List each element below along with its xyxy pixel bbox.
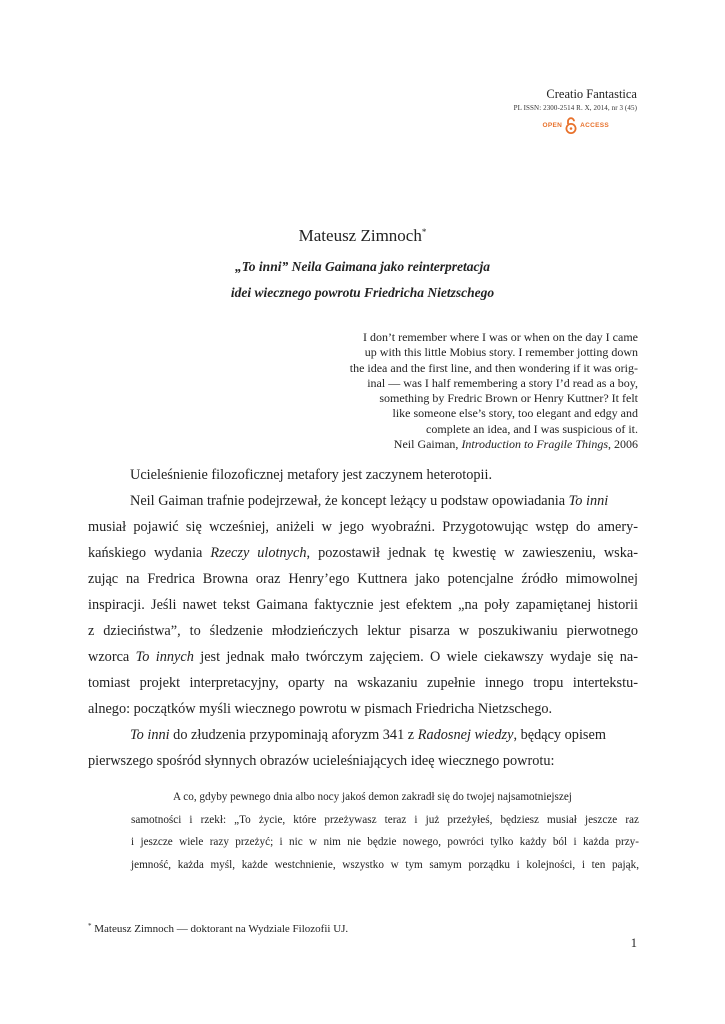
body-line: zując na Fredrica Browna oraz Henry’ego Kuttnera jako potencjalne źródło mimowolnej — [88, 571, 638, 587]
epigraph-line: something by Fredric Brown or Henry Kuttner? It felt — [379, 391, 638, 406]
body-line: kańskiego wydania Rzeczy ulotnych, pozostawił jednak tę kwestię w zawieszeniu, wska- — [88, 545, 638, 561]
block-quote — [131, 786, 639, 876]
epigraph-source — [308, 437, 638, 452]
journal-title: Creatio Fantastica — [546, 87, 637, 101]
journal-header — [377, 86, 637, 134]
open-access-logo — [377, 117, 637, 134]
author-name — [0, 226, 725, 246]
epigraph-line: I don’t remember where I was or when on the day I came — [362, 330, 638, 344]
quote-line: A co, gdyby pewnego dnia albo nocy jakoś demon zakradł się do twojej najsamotniejszej — [173, 791, 572, 803]
quote-line: i jeszcze wiele razy przeżyć; i nic w nim nie będzie nowego, powróci tylko każdy ból i każda przy- — [131, 836, 639, 848]
body-paragraph-2 — [88, 488, 638, 722]
author-name-text: Mateusz Zimnoch — [298, 226, 422, 245]
epigraph-source-title: Introduction to Fragile Things — [461, 437, 608, 452]
epigraph — [308, 330, 638, 452]
body-paragraph-3 — [88, 722, 638, 774]
body-line: tomiast projekt interpretacyjny, oparty na wskazaniu zupełnie innego tropu intertekstu- — [88, 675, 638, 691]
article-title-line-1: „To inni” Neila Gaimana jako reinterpretacja — [235, 259, 490, 274]
open-access-left-text: OPEN — [542, 122, 563, 129]
body-line: musiał pojawić się wcześniej, aniżeli w jego wyobraźni. Przygotowując wstęp do amery- — [88, 519, 638, 535]
epigraph-line: the idea and the first line, and then wondering if it was orig- — [349, 360, 638, 375]
body-line: inspiracji. Jeśli nawet tekst Gaimana faktycznie jest efektem „na poły zapamiętanej historii — [88, 597, 638, 613]
open-access-right-text: ACCESS — [580, 122, 609, 129]
epigraph-line: up with this little Mobius story. I remember jotting down — [364, 345, 638, 360]
quote-line: jemność, każda myśl, każde westchnienie, wszystko w tym samym porządku i kolejności, i ten pająk, — [131, 858, 639, 871]
body-line: Neil Gaiman trafnie podejrzewał, że koncept leżący u podstaw opowiadania To inni — [130, 493, 609, 509]
body-line: pierwszego spośród słynnych obrazów ucieleśniających ideę wiecznego powrotu: — [88, 753, 555, 769]
epigraph-line: inal — was I half remembering a story I’d read as a boy, — [367, 375, 638, 390]
body-line: z dzieciństwa”, to śledzenie młodzieńczych lektur pisarza w poszukiwaniu pierwotnego — [88, 623, 638, 639]
body-paragraph-1 — [88, 462, 638, 488]
page-number: 1 — [630, 936, 637, 950]
body-line: alnego: początków myśli wiecznego powrotu w pismach Friedricha Nietzschego. — [88, 701, 553, 717]
quote-line: samotności i rzekł: „To życie, które przeżywasz teraz i już przeżyłeś, będziesz musiał jeszcze raz — [131, 813, 639, 826]
body-line: To inni do złudzenia przypominają aforyzm 341 z Radosnej wiedzy, będący opisem — [130, 727, 606, 743]
body-line: wzorca To innych jest jednak mało twórczym zajęciem. O wiele ciekawszy wydaje się na- — [88, 649, 638, 665]
body-line: Ucieleśnienie filozoficznej metafory jest zaczynem heterotopii. — [130, 467, 493, 483]
epigraph-line: complete an idea, and I was suspicious of it. — [426, 421, 638, 436]
author-footnote-mark: * — [421, 227, 427, 237]
epigraph-line: like someone else’s story, too elegant and edgy and — [392, 406, 638, 421]
epigraph-source-year: , 2006 — [608, 437, 638, 452]
issn-line: PL ISSN: 2300-2514 R. X, 2014, nr 3 (45) — [513, 104, 637, 112]
open-lock-icon — [565, 117, 577, 134]
footnote — [88, 922, 348, 935]
footnote-text: Mateusz Zimnoch — doktorant na Wydziale Filozofii UJ. — [91, 923, 349, 935]
footnote-mark: * — [88, 922, 92, 930]
epigraph-source-author: Neil Gaiman, — [393, 437, 462, 452]
article-title-line-2: idei wiecznego powrotu Friedricha Nietzschego — [230, 285, 495, 300]
